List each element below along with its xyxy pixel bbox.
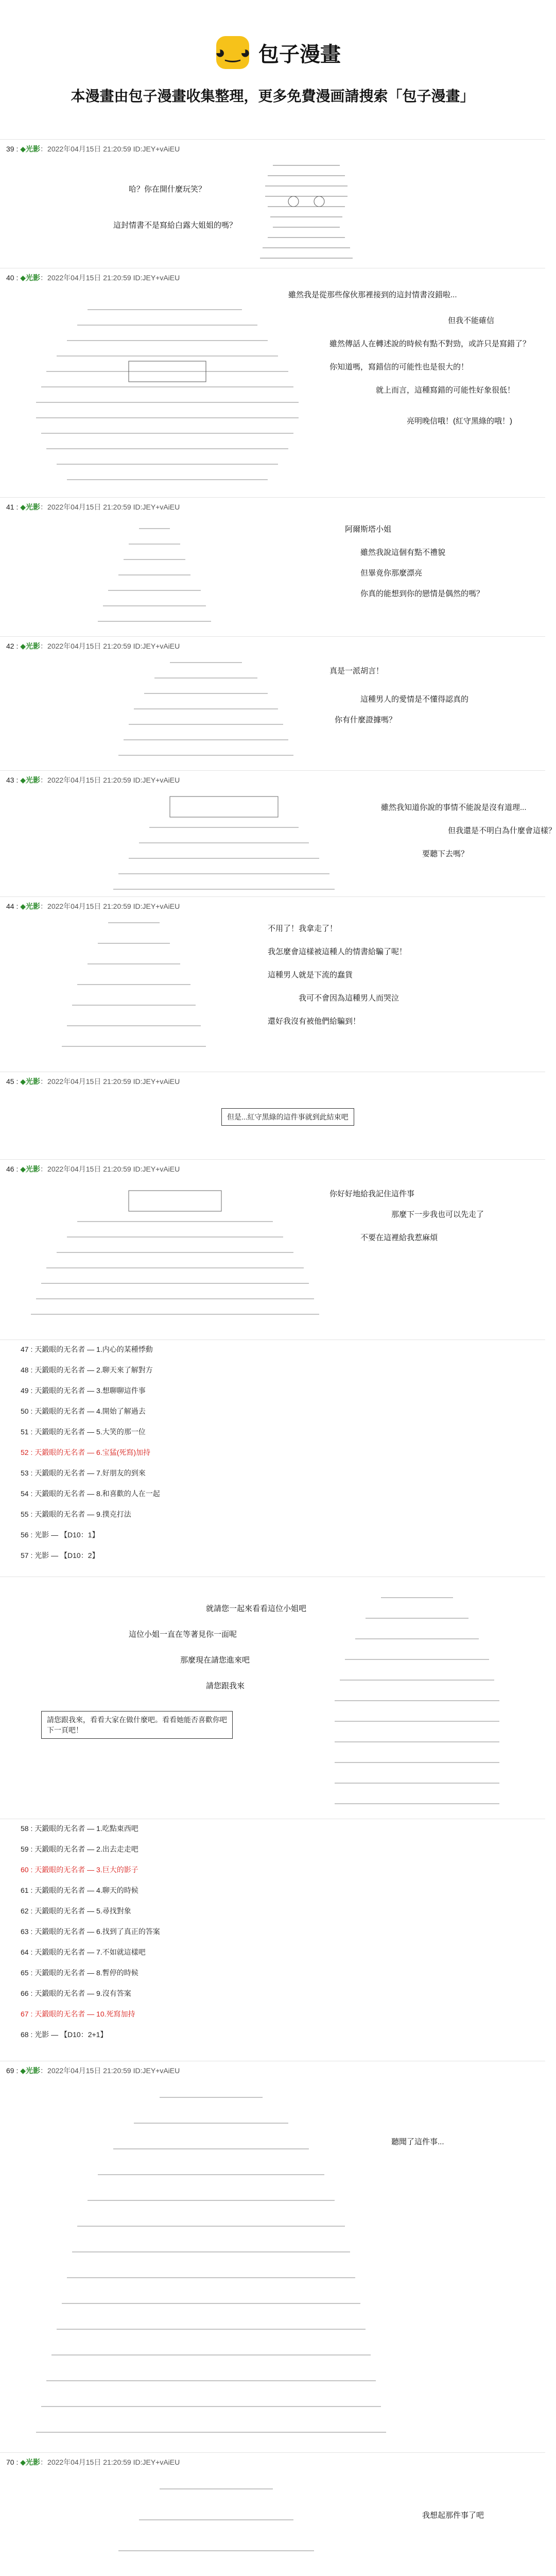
reader-post: 68 : 光影 — 【D10：2+1】 xyxy=(21,2030,108,2039)
dialogue-line: 我想起那件事了吧 xyxy=(422,2511,484,2520)
ascii-art xyxy=(108,791,340,894)
post-header: 46 : ◆光影：2022年04月15日 21:20:59 ID:JEY+vAiEU xyxy=(6,1165,180,1173)
dialogue-line: 哈？你在開什麼玩笑？ xyxy=(129,185,206,194)
narration-box: 但是...紅守黑綠的這件事就到此結束吧 xyxy=(221,1108,354,1126)
post-meta: ：2022年04月15日 21:20:59 ID:JEY+vAiEU xyxy=(40,902,180,910)
poster-name[interactable]: 光影 xyxy=(26,145,41,153)
post-header: 43 : ◆光影：2022年04月15日 21:20:59 ID:JEY+vAiEU xyxy=(6,776,180,784)
post-number: 41 xyxy=(6,503,14,511)
post-number: 44 xyxy=(6,902,14,910)
post xyxy=(0,497,545,637)
reader-post: 52 : 天鍛眼的无名者 — 6.宝猛(死寫)加持 xyxy=(21,1448,151,1456)
page-banner xyxy=(0,0,545,134)
diamond-icon: ◆ xyxy=(20,2458,26,2466)
ascii-art xyxy=(252,160,360,263)
dialogue-line: 我可不會因為這種男人而哭泣 xyxy=(299,994,399,1003)
poster-name[interactable]: 光影 xyxy=(26,274,41,282)
reader-post: 50 : 天鍛眼的无名者 — 4.開始了解過去 xyxy=(21,1407,146,1415)
bun-logo-icon xyxy=(216,36,249,69)
dialogue-line: 真是一派胡言！ xyxy=(329,667,384,675)
diamond-icon: ◆ xyxy=(20,503,26,511)
dialogue-line: 你有什麼證據嗎？ xyxy=(335,716,397,724)
ascii-art xyxy=(319,1587,515,1814)
post-number: 45 xyxy=(6,1077,14,1086)
post-header: 42 : ◆光影：2022年04月15日 21:20:59 ID:JEY+vAiEU xyxy=(6,642,180,650)
dialogue-line: 這種男人的愛情是不懂得認真的 xyxy=(360,695,469,704)
dialogue-line: 這種男人就是下流的蠢貨 xyxy=(268,971,353,979)
poster-name[interactable]: 光影 xyxy=(26,2458,41,2466)
ascii-art xyxy=(31,2479,402,2576)
reader-post: 59 : 天鍛眼的无名者 — 2.出去走走吧 xyxy=(21,1845,138,1853)
reader-post: 61 : 天鍛眼的无名者 — 4.聊天的時候 xyxy=(21,1886,138,1894)
narration-box: 請您跟我來，看看大家在做什麼吧。看看她能否喜歡你吧 下一頁吧！ xyxy=(41,1711,233,1739)
post-header: 39 : ◆光影：2022年04月15日 21:20:59 ID:JEY+vAiEU xyxy=(6,145,180,153)
dialogue-line: 就請您一起來看看這位小姐吧 xyxy=(206,1604,307,1613)
reader-post: 65 : 天鍛眼的无名者 — 8.暫停的時候 xyxy=(21,1969,138,1977)
dialogue-line: 請您跟我來 xyxy=(206,1682,245,1690)
post-number: 42 xyxy=(6,642,14,650)
reader-post: 53 : 天鍛眼的无名者 — 7.好朋友的到來 xyxy=(21,1469,146,1477)
poster-name[interactable]: 光影 xyxy=(26,2066,41,2075)
reader-post: 55 : 天鍛眼的无名者 — 9.撲克打法 xyxy=(21,1510,131,1518)
dialogue-line: 但畢竟你那麼漂亮 xyxy=(360,569,423,578)
poster-name[interactable]: 光影 xyxy=(26,1165,41,1173)
diamond-icon: ◆ xyxy=(20,642,26,650)
post-number: 46 xyxy=(6,1165,14,1173)
poster-name[interactable]: 光影 xyxy=(26,642,41,650)
ascii-art xyxy=(93,523,216,632)
post-meta: ：2022年04月15日 21:20:59 ID:JEY+vAiEU xyxy=(40,1077,180,1086)
ascii-art xyxy=(31,2087,391,2443)
post-meta: ：2022年04月15日 21:20:59 ID:JEY+vAiEU xyxy=(40,503,180,511)
post-number: 70 xyxy=(6,2458,14,2466)
post-meta: ：2022年04月15日 21:20:59 ID:JEY+vAiEU xyxy=(40,642,180,650)
post-header: 45 : ◆光影：2022年04月15日 21:20:59 ID:JEY+vAiEU xyxy=(6,1077,180,1086)
reader-post: 48 : 天鍛眼的无名者 — 2.聊天來了解對方 xyxy=(21,1366,153,1374)
ascii-art xyxy=(26,1180,324,1330)
reader-post: 51 : 天鍛眼的无名者 — 5.大笑的那一位 xyxy=(21,1428,146,1436)
dialogue-line: 我怎麼會這樣被這種人的情書給騙了呢！ xyxy=(268,947,407,956)
diamond-icon: ◆ xyxy=(20,2066,26,2075)
poster-name[interactable]: 光影 xyxy=(26,503,41,511)
ascii-art xyxy=(57,918,211,1062)
post xyxy=(0,268,545,498)
dialogue-line: 雖然傳話人在轉述說的時候有點不對勁，或許只是寫錯了？ xyxy=(329,340,531,348)
dialogue-line: 那麼下一步我也可以先走了 xyxy=(391,1210,484,1219)
reader-post: 47 : 天鍛眼的无名者 — 1.内心的某種悸動 xyxy=(21,1345,153,1353)
post xyxy=(0,896,545,1072)
post-header: 69 : ◆光影：2022年04月15日 21:20:59 ID:JEY+vAiEU xyxy=(6,2066,180,2075)
dialogue-line: 這封情書不是寫給白露大姐姐的嗎？ xyxy=(113,221,237,230)
dialogue-line: 還好我沒有被他們給騙到！ xyxy=(268,1017,361,1026)
reader-post: 58 : 天鍛眼的无名者 — 1.吃點東西吧 xyxy=(21,1824,138,1833)
post-header: 70 : ◆光影：2022年04月15日 21:20:59 ID:JEY+vAiEU xyxy=(6,2458,180,2466)
post xyxy=(0,1072,545,1160)
reader-post-list xyxy=(0,1819,545,2061)
post-number: 40 xyxy=(6,274,14,282)
dialogue-line: 那麼現在請您進來吧 xyxy=(180,1656,250,1665)
logo-glyph: ◕‿◕ xyxy=(215,43,251,62)
reader-post: 49 : 天鍛眼的无名者 — 3.想聊聊這件事 xyxy=(21,1386,146,1395)
post-header: 41 : ◆光影：2022年04月15日 21:20:59 ID:JEY+vAiEU xyxy=(6,503,180,511)
dialogue-line: 你知道嗎，寫錯信的可能性也是很大的！ xyxy=(329,363,469,371)
poster-name[interactable]: 光影 xyxy=(26,776,41,784)
ascii-art xyxy=(26,299,314,485)
reader-post: 60 : 天鍛眼的无名者 — 3.巨大的影子 xyxy=(21,1866,138,1874)
post xyxy=(0,139,545,268)
diamond-icon: ◆ xyxy=(20,1165,26,1173)
dialogue-line: 阿爾斯塔小姐 xyxy=(345,525,392,534)
dialogue-line: 你真的能想到你的戀情是偶然的嗎？ xyxy=(360,589,484,598)
post xyxy=(0,770,556,897)
dialogue-line: 但我還是不明白為什麼會這樣？ xyxy=(448,826,556,835)
diamond-icon: ◆ xyxy=(20,274,26,282)
reader-post: 67 : 天鍛眼的无名者 — 10.死寫加持 xyxy=(21,2010,135,2018)
reader-post: 66 : 天鍛眼的无名者 — 9.沒有答案 xyxy=(21,1989,131,1997)
tagline: 本漫畫由包子漫畫收集整理，更多免費漫画請搜索「包子漫畫」 xyxy=(71,88,475,104)
post-meta: ：2022年04月15日 21:20:59 ID:JEY+vAiEU xyxy=(40,2458,180,2466)
brand[interactable] xyxy=(216,36,341,69)
post-meta: ：2022年04月15日 21:20:59 ID:JEY+vAiEU xyxy=(40,274,180,282)
dialogue-line: 雖然我說這個有點不禮貌 xyxy=(360,548,446,557)
poster-name[interactable]: 光影 xyxy=(26,902,41,910)
reader-post: 54 : 天鍛眼的无名者 — 8.和喜歡的人在一起 xyxy=(21,1489,160,1498)
post-header: 40 : ◆光影：2022年04月15日 21:20:59 ID:JEY+vAiEU xyxy=(6,274,180,282)
diamond-icon: ◆ xyxy=(20,145,26,153)
dialogue-line: 就上而言，這種寫錯的可能性好象很低！ xyxy=(376,386,515,395)
post-meta: ：2022年04月15日 21:20:59 ID:JEY+vAiEU xyxy=(40,1165,180,1173)
reader-post: 56 : 光影 — 【D10：1】 xyxy=(21,1531,99,1539)
post xyxy=(0,1577,545,1819)
brand-name: 包子漫畫 xyxy=(258,43,341,66)
post-number: 39 xyxy=(6,145,14,153)
post xyxy=(0,2452,545,2576)
dialogue-line: 雖然我知道你說的事情不能說是沒有道理... xyxy=(381,803,527,812)
reader-post: 57 : 光影 — 【D10：2】 xyxy=(21,1551,99,1560)
post-meta: ：2022年04月15日 21:20:59 ID:JEY+vAiEU xyxy=(40,145,180,153)
post-meta: ：2022年04月15日 21:20:59 ID:JEY+vAiEU xyxy=(40,776,180,784)
poster-name[interactable]: 光影 xyxy=(26,1077,41,1086)
reader-post-list xyxy=(0,1340,545,1577)
post-number: 43 xyxy=(6,776,14,784)
reader-post: 62 : 天鍛眼的无名者 — 5.尋找對象 xyxy=(21,1907,131,1915)
post xyxy=(0,2061,545,2453)
reader-post: 64 : 天鍛眼的无名者 — 7.不如就這樣吧 xyxy=(21,1948,146,1956)
diamond-icon: ◆ xyxy=(20,902,26,910)
diamond-icon: ◆ xyxy=(20,1077,26,1086)
ascii-art xyxy=(108,657,304,760)
reader-post: 63 : 天鍛眼的无名者 — 6.找到了真正的答案 xyxy=(21,1927,160,1936)
post xyxy=(0,1159,545,1340)
dialogue-line: 雖然我是從那些傢伙那裡接到的這封情書沒錯啦... xyxy=(288,291,457,299)
dialogue-line: 聽聞了這件事... xyxy=(391,2138,444,2146)
dialogue-line: 你好好地給我記住這件事 xyxy=(329,1190,415,1198)
post-number: 69 xyxy=(6,2066,14,2075)
diamond-icon: ◆ xyxy=(20,776,26,784)
post xyxy=(0,636,545,771)
dialogue-line: 要聽下去嗎？ xyxy=(422,850,469,858)
post-meta: ：2022年04月15日 21:20:59 ID:JEY+vAiEU xyxy=(40,2066,180,2075)
post-header: 44 : ◆光影：2022年04月15日 21:20:59 ID:JEY+vAiEU xyxy=(6,902,180,910)
dialogue-line: 亮明晚信哦！(紅守黑綠的哦！) xyxy=(407,417,512,426)
dialogue-line: 不用了！我拿走了！ xyxy=(268,924,338,933)
dialogue-line: 但我不能確信 xyxy=(448,316,495,325)
dialogue-line: 這位小姐一直在等著見你一面呢 xyxy=(129,1630,237,1639)
dialogue-line: 不要在這裡給我惹麻煩 xyxy=(360,1233,438,1242)
